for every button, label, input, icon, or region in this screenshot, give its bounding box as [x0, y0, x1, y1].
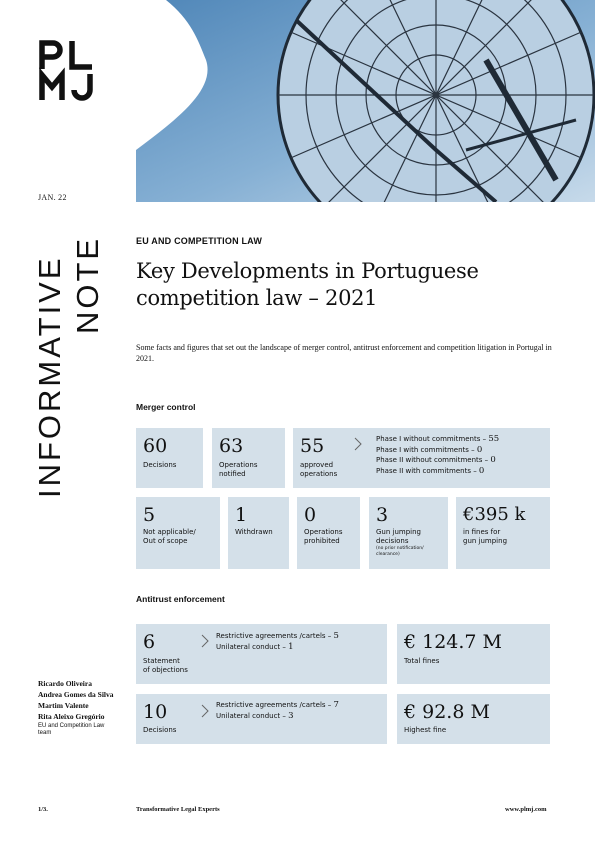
merger-decisions-label: Decisions	[143, 461, 177, 469]
chevron-right-icon	[200, 704, 210, 718]
author-name: Andrea Gomes da Silva	[38, 690, 114, 699]
phase-item: Phase I with commitments – 0	[376, 444, 483, 455]
authors-list	[38, 679, 118, 739]
section-kicker: EU AND COMPETITION LAW	[136, 236, 263, 246]
page-number: 1/3.	[38, 806, 48, 813]
merger-decisions-box	[136, 428, 203, 488]
operations-notified-label-1: Operations	[219, 461, 258, 469]
total-fines-value: € 124.7 M	[404, 631, 503, 653]
antitrust-heading: Antitrust enforcement	[136, 594, 225, 604]
gun-jumping-note-2: clearance)	[376, 551, 400, 557]
author-name: Martim Valente	[38, 701, 89, 710]
gun-jumping-fines-box	[456, 497, 550, 569]
not-applicable-box	[136, 497, 220, 569]
withdrawn-box	[228, 497, 289, 569]
gun-jumping-fines-label-1: in fines for	[463, 528, 501, 536]
plmj-logo	[38, 40, 98, 102]
hero-image	[136, 0, 595, 202]
antitrust-decisions-label: Decisions	[143, 726, 177, 734]
gun-jumping-label-2: decisions	[376, 537, 409, 545]
approved-phases-list	[376, 434, 499, 476]
not-applicable-value: 5	[143, 504, 156, 526]
phase-item: Phase II without commitments – 0	[376, 455, 496, 465]
gun-jumping-value: 3	[376, 504, 389, 526]
statement-objections-list	[216, 631, 339, 652]
footer-url[interactable]: www.plmj.com	[505, 806, 547, 813]
page-title-line2: competition law – 2021	[136, 286, 378, 310]
approved-operations-label-1: approved	[300, 461, 334, 469]
approved-operations-value: 55	[300, 435, 325, 457]
list-item: Restrictive agreements /cartels – 7	[216, 700, 339, 710]
author-name: Ricardo Oliveira	[38, 679, 92, 688]
statement-objections-box	[136, 624, 387, 684]
vertical-title-line2: NOTE	[70, 235, 105, 334]
phase-item: Phase II with commitments – 0	[376, 465, 485, 476]
total-fines-box	[397, 624, 550, 684]
statement-objections-value: 6	[143, 631, 156, 653]
statement-objections-label-2: of objections	[143, 666, 188, 674]
prohibited-label-1: Operations	[304, 528, 343, 536]
withdrawn-value: 1	[235, 504, 248, 526]
not-applicable-label-1: Not applicable/	[143, 528, 196, 536]
phase-item: Phase I without commitments – 55	[376, 434, 500, 444]
operations-notified-label-2: notified	[219, 470, 246, 478]
author-name: Rita Aleixo Gregório	[38, 712, 105, 721]
merger-decisions-value: 60	[143, 435, 168, 457]
antitrust-decisions-value: 10	[143, 701, 168, 723]
footer-tagline: Transformative Legal Experts	[136, 806, 220, 813]
operations-notified-value: 63	[219, 435, 244, 457]
gun-jumping-fines-label-2: gun jumping	[463, 537, 508, 545]
list-item: Unilateral conduct – 3	[216, 710, 294, 721]
prohibited-label-2: prohibited	[304, 537, 340, 545]
highest-fine-value: € 92.8 M	[404, 701, 490, 723]
highest-fine-box	[397, 694, 550, 744]
page-title	[136, 258, 556, 312]
issue-date: JAN. 22	[38, 193, 67, 202]
antitrust-decisions-list	[216, 700, 339, 721]
vertical-title	[30, 235, 110, 498]
gun-jumping-label-1: Gun jumping	[376, 528, 421, 536]
list-item: Restrictive agreements /cartels – 5	[216, 631, 339, 641]
vertical-title-line1: INFORMATIVE	[32, 255, 67, 498]
not-applicable-label-2: Out of scope	[143, 537, 188, 545]
operations-notified-box	[212, 428, 285, 488]
intro-paragraph: Some facts and figures that set out the landscape of merger control, antitrust enforcement and competition litigation in Portugal in 2021.	[136, 343, 552, 363]
prohibited-box	[297, 497, 360, 569]
approved-operations-label-2: operations	[300, 470, 338, 478]
withdrawn-label: Withdrawn	[235, 528, 273, 536]
gun-jumping-box	[369, 497, 448, 569]
total-fines-label: Total fines	[404, 657, 440, 665]
approved-operations-box	[293, 428, 550, 488]
gun-jumping-fines-value: €395 k	[463, 504, 526, 525]
prohibited-value: 0	[304, 504, 317, 526]
list-item: Unilateral conduct – 1	[216, 641, 294, 652]
chevron-right-icon	[200, 634, 210, 648]
highest-fine-label: Highest fine	[404, 726, 447, 734]
merger-heading: Merger control	[136, 402, 196, 412]
page-title-line1: Key Developments in Portuguese	[136, 259, 479, 283]
antitrust-decisions-box	[136, 694, 387, 744]
statement-objections-label-1: Statement	[143, 657, 180, 665]
team-name: EU and Competition Law team	[38, 723, 105, 736]
gun-jumping-note-1: (no prior notification/	[376, 546, 424, 551]
chevron-right-icon	[353, 437, 363, 451]
